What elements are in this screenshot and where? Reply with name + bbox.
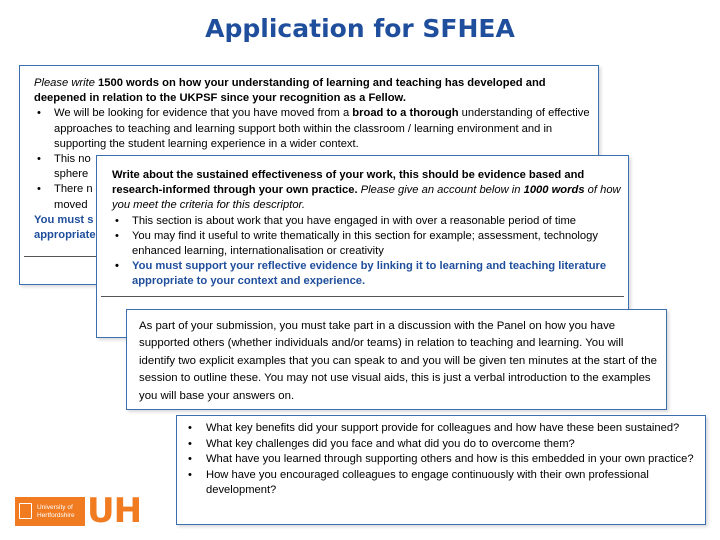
box2-intro-d: of how you meet the criteria for this descriptor. — [112, 184, 621, 212]
box4-bullets — [185, 421, 705, 499]
logo-mark-icon — [19, 503, 32, 519]
box3-text: As part of your submission, you must take part in a discussion with the Panel on how you have supported others (whether individuals and/or teams) in relation to teaching and learning. You will identify two explicit examples that you can speak to and you will be given ten minutes at the start of the session to outline these. You may not use visual aids, this is just a verbal introduction to the examples you will base your answers on. — [139, 320, 657, 402]
list-item: • How have you encouraged colleagues to engage continuously with their own professional development? — [185, 468, 705, 499]
box1-bullet3-cont: moved — [54, 198, 88, 211]
box1-intro-a: Please write — [34, 77, 99, 89]
box1-bullet1-a: We will be looking for evidence that you have moved from a — [54, 107, 353, 120]
page-title: Application for SFHEA — [205, 14, 515, 43]
list-item: • You must support your reflective evidence by linking it to learning and teaching literature appropriate to your context and experience. — [112, 259, 622, 289]
box1-emphasis-2: appropriate — [34, 229, 96, 242]
divider — [101, 296, 624, 297]
box1-emphasis-1: You must s — [34, 213, 94, 226]
box2-bullets — [112, 214, 622, 290]
logo-line2: Hertfordshire — [37, 512, 75, 519]
box2-intro-c: 1000 words — [523, 184, 585, 197]
logo-line1: University of — [37, 504, 73, 511]
box2-intro — [112, 168, 622, 214]
list-item: • This section is about work that you have engaged in with over a reasonable period of time — [112, 214, 622, 229]
logo-block — [15, 497, 85, 526]
box1-bullet1-b: broad to a thorough — [352, 107, 459, 120]
questions-box — [176, 415, 706, 525]
box1-intro-c: on how your understanding of learning and teaching has developed and deepened in relation to the UKPSF since your recognition as a Fellow. — [34, 77, 546, 105]
box1-intro-b: 1500 words — [98, 77, 159, 89]
list-item: • What key benefits did your support provide for colleagues and how have these been sustained? — [185, 421, 705, 437]
list-item: • You may find it useful to write thematically in this section for example; assessment, technology enhanced learning, internationalisation or creativity — [112, 229, 622, 259]
box2-content — [112, 168, 622, 290]
list-item: • What have you learned through supporting others and how is this embedded in your own practice? — [185, 452, 705, 468]
logo-letters: UH — [87, 491, 142, 531]
box1-bullet3: There n — [54, 183, 93, 196]
box1-bullet2: This no — [54, 153, 91, 166]
box2-intro-b: Please give an account below in — [357, 184, 524, 197]
list-item — [34, 106, 594, 152]
discussion-box — [126, 309, 667, 410]
box1-bullet2-cont: sphere — [54, 168, 89, 181]
box1-bullet1-c: understanding of effective approaches to teaching and learning support both within the classroom / learning environment and in supporting the student learning experience in a wider context. — [54, 107, 590, 150]
list-item: • What key challenges did you face and what did you do to overcome them? — [185, 437, 705, 453]
box1-intro — [34, 76, 594, 106]
box2-intro-a: Write about the sustained effectiveness of your work, this should be evidence based and research-informed through your own practice. — [112, 169, 585, 197]
